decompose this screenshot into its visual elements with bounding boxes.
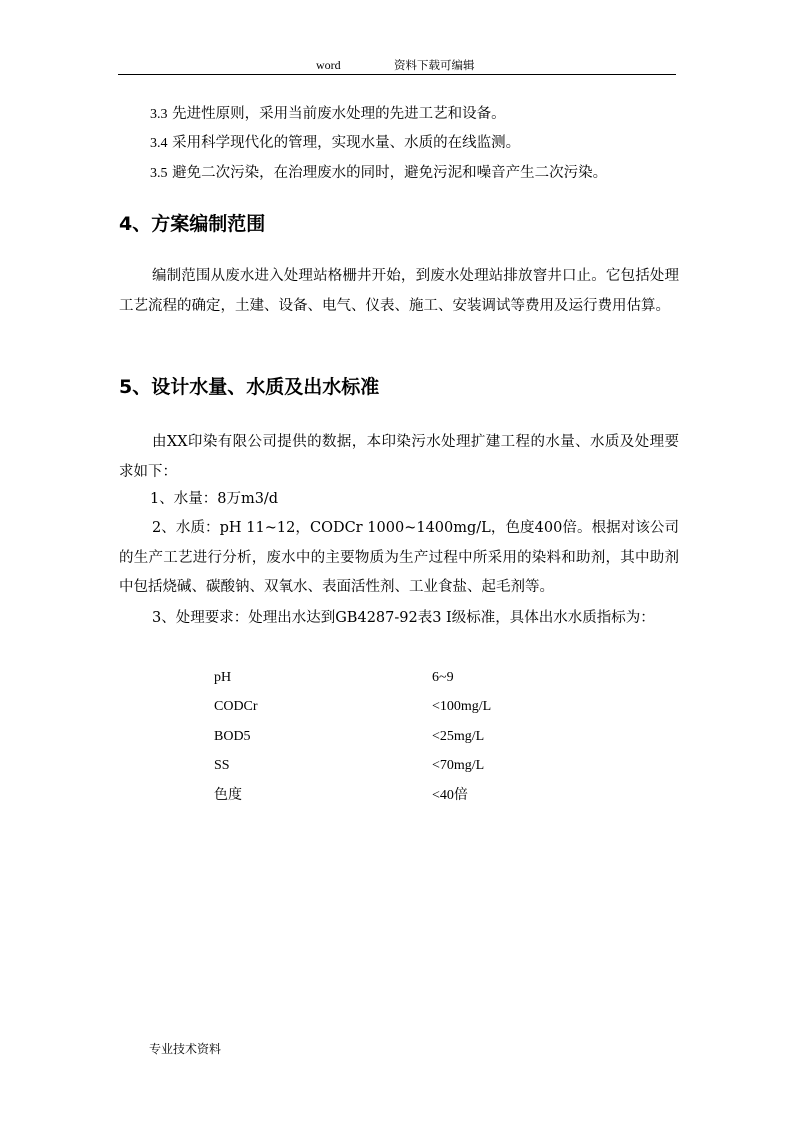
section-4-heading: 4、方案编制范围	[119, 213, 266, 235]
header-right-text: 资料下载可编辑	[394, 58, 475, 72]
standard-row	[214, 727, 514, 747]
page-footer: 专业技术资料	[149, 1042, 222, 1056]
standard-value: <70mg/L	[432, 758, 485, 773]
standard-param: SS	[214, 758, 230, 773]
standard-param: 色度	[214, 788, 242, 803]
standard-param: CODCr	[214, 699, 258, 714]
water-quality-item: 2、水质：pH 11~12，CODCr 1000~1400mg/L，色度400倍。根据对该公司的生产工艺进行分析，废水中的主要物质为生产过程中所采用的染料和助剂，其中助剂中包括烧碱、碳酸钠、双氧水、表面活性剂、工业食盐、起毛剂等。	[119, 520, 679, 595]
principle-number: 3.4	[150, 136, 168, 151]
water-volume-item: 1、水量：8万m3/d	[150, 491, 279, 507]
standard-row	[214, 756, 514, 776]
standard-row	[214, 697, 514, 717]
principle-item	[150, 104, 506, 125]
principle-text: 采用科学现代化的管理，实现水量、水质的在线监测。	[172, 135, 521, 151]
standard-param: pH	[214, 670, 232, 685]
principle-text: 避免二次污染，在治理废水的同时，避免污泥和噪音产生二次污染。	[172, 165, 608, 181]
principle-number: 3.5	[150, 166, 168, 181]
standard-row	[214, 786, 514, 806]
standard-row	[214, 668, 514, 688]
standard-value: <25mg/L	[432, 729, 485, 744]
standard-param: BOD5	[214, 729, 251, 744]
treatment-requirement-item: 3、处理要求：处理出水达到GB4287-92表3 Ⅰ级标准，具体出水水质指标为：	[152, 610, 655, 626]
principle-item	[150, 133, 520, 154]
page-header	[118, 56, 676, 75]
principle-number: 3.3	[150, 107, 168, 122]
standard-value: <40倍	[432, 788, 468, 803]
section-5-heading: 5、设计水量、水质及出水标准	[119, 376, 380, 398]
principle-text: 先进性原则，采用当前废水处理的先进工艺和设备。	[172, 106, 506, 122]
standard-value: <100mg/L	[432, 699, 492, 714]
header-left-text: word	[316, 58, 341, 72]
section-5-intro: 由XX印染有限公司提供的数据，本印染污水处理扩建工程的水量、水质及处理要求如下：	[119, 434, 679, 480]
section-4-body: 编制范围从废水进入处理站格栅井开始，到废水处理站排放窨井口止。它包括处理工艺流程的确定，土建、设备、电气、仪表、施工、安装调试等费用及运行费用估算。	[119, 268, 679, 314]
principle-item	[150, 163, 607, 184]
standard-value: 6~9	[432, 670, 454, 685]
